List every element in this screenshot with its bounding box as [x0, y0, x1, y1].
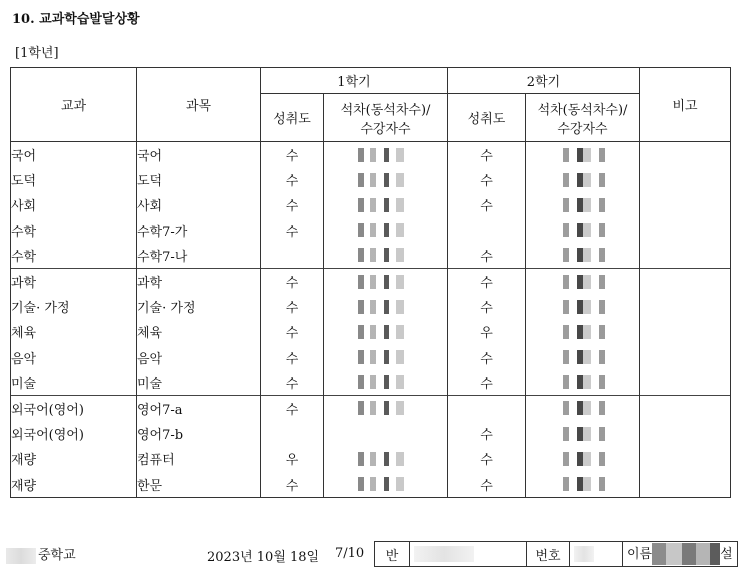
sem1-rank-cell	[324, 345, 448, 370]
year-label: [1학년]	[15, 46, 59, 61]
sem2-achievement-cell	[448, 395, 526, 421]
footer-school	[6, 544, 76, 564]
grade-row	[11, 142, 731, 168]
sem2-rank-cell	[526, 294, 640, 319]
redacted-rank	[555, 248, 611, 262]
redacted-name	[652, 543, 720, 565]
sem1-rank-cell	[324, 446, 448, 471]
redacted-rank	[358, 325, 414, 339]
redacted-rank	[358, 350, 414, 364]
header-semester-2: 2학기	[448, 68, 640, 94]
note-cell	[640, 192, 731, 217]
header-class: 교과	[11, 68, 137, 142]
subject-cell: 도덕	[137, 167, 261, 192]
subject-cell: 기술· 가정	[137, 294, 261, 319]
page-number: 7/10	[335, 546, 365, 561]
grade-row	[11, 243, 731, 269]
sem1-achievement-cell: 수	[261, 345, 324, 370]
class-label: 반	[375, 542, 410, 567]
note-cell	[640, 167, 731, 192]
header-rank-line2: 수강자수	[360, 121, 411, 137]
class-cell: 국어	[11, 142, 137, 168]
sem1-achievement-cell: 수	[261, 370, 324, 396]
redacted-rank	[555, 401, 611, 415]
subject-cell: 영어7-b	[137, 421, 261, 446]
sem1-achievement-cell: 수	[261, 395, 324, 421]
note-cell	[640, 370, 731, 396]
redacted-rank	[358, 198, 414, 212]
note-cell	[640, 471, 731, 497]
grade-row	[11, 319, 731, 344]
sem1-achievement-cell: 수	[261, 142, 324, 168]
redacted-rank	[555, 375, 611, 389]
header-subject: 과목	[137, 68, 261, 142]
redacted-rank	[555, 198, 611, 212]
redacted-rank	[358, 173, 414, 187]
grade-row	[11, 167, 731, 192]
sem1-rank-cell	[324, 268, 448, 294]
redacted-rank	[358, 300, 414, 314]
sem1-achievement-cell: 수	[261, 471, 324, 497]
subject-cell: 수학7-가	[137, 218, 261, 243]
class-cell: 체육	[11, 319, 137, 344]
grade-row	[11, 370, 731, 396]
name-label: 이름	[627, 546, 653, 562]
note-cell	[640, 218, 731, 243]
student-info-table	[374, 541, 738, 567]
sem2-rank-cell	[526, 142, 640, 168]
sem1-achievement-cell: 수	[261, 167, 324, 192]
subject-cell: 한문	[137, 471, 261, 497]
header-rank-line1: 석차(동석차수)/	[537, 102, 628, 118]
sem1-rank-cell	[324, 294, 448, 319]
sem1-rank-cell	[324, 370, 448, 396]
redacted-rank	[358, 401, 414, 415]
header-rank-line1: 석차(동석차수)/	[340, 102, 431, 118]
class-value	[410, 542, 527, 567]
header-rank-1	[324, 94, 448, 142]
redacted-rank	[358, 223, 414, 237]
subject-cell: 음악	[137, 345, 261, 370]
note-cell	[640, 142, 731, 168]
sem2-rank-cell	[526, 421, 640, 446]
sem1-achievement-cell: 우	[261, 446, 324, 471]
sem1-rank-cell	[324, 167, 448, 192]
sem1-achievement-cell	[261, 421, 324, 446]
note-cell	[640, 446, 731, 471]
sem2-achievement-cell: 수	[448, 192, 526, 217]
sem2-achievement-cell	[448, 218, 526, 243]
sem1-achievement-cell: 수	[261, 218, 324, 243]
sem2-rank-cell	[526, 345, 640, 370]
sem2-achievement-cell: 수	[448, 446, 526, 471]
header-rank-2	[526, 94, 640, 142]
redacted-rank	[358, 275, 414, 289]
redacted-rank	[555, 325, 611, 339]
header-achievement-2: 성취도	[448, 94, 526, 142]
class-cell: 기술· 가정	[11, 294, 137, 319]
class-cell: 수학	[11, 218, 137, 243]
sem1-rank-cell	[324, 471, 448, 497]
sem1-rank-cell	[324, 142, 448, 168]
redacted-rank	[358, 248, 414, 262]
sem2-rank-cell	[526, 446, 640, 471]
class-cell: 재량	[11, 471, 137, 497]
sem1-achievement-cell	[261, 243, 324, 269]
sem1-rank-cell	[324, 395, 448, 421]
sem2-achievement-cell: 수	[448, 294, 526, 319]
name-cell	[623, 542, 738, 567]
sem2-achievement-cell: 수	[448, 421, 526, 446]
sem2-rank-cell	[526, 395, 640, 421]
sem2-rank-cell	[526, 243, 640, 269]
print-date: 2023년 10월 18일	[207, 550, 320, 565]
grade-row	[11, 421, 731, 446]
subject-cell: 체육	[137, 319, 261, 344]
class-cell: 외국어(영어)	[11, 395, 137, 421]
sem2-achievement-cell: 우	[448, 319, 526, 344]
redacted-rank	[358, 375, 414, 389]
grade-row	[11, 192, 731, 217]
sem2-achievement-cell: 수	[448, 268, 526, 294]
school-suffix: 중학교	[38, 548, 76, 563]
subject-cell: 과학	[137, 268, 261, 294]
class-cell: 도덕	[11, 167, 137, 192]
sem2-achievement-cell: 수	[448, 243, 526, 269]
note-cell	[640, 345, 731, 370]
sem2-rank-cell	[526, 370, 640, 396]
header-note: 비고	[640, 68, 731, 142]
grade-row	[11, 446, 731, 471]
sem1-rank-cell	[324, 243, 448, 269]
grade-row	[11, 471, 731, 497]
redacted-number	[574, 546, 594, 562]
redacted-rank	[358, 477, 414, 491]
redacted-rank	[555, 223, 611, 237]
class-cell: 수학	[11, 243, 137, 269]
class-cell: 재량	[11, 446, 137, 471]
sem1-rank-cell	[324, 319, 448, 344]
sem1-achievement-cell: 수	[261, 294, 324, 319]
note-cell	[640, 319, 731, 344]
grade-row	[11, 395, 731, 421]
grade-row	[11, 345, 731, 370]
grade-row	[11, 294, 731, 319]
note-cell	[640, 268, 731, 294]
note-cell	[640, 294, 731, 319]
redacted-class	[414, 546, 474, 562]
sem2-achievement-cell: 수	[448, 471, 526, 497]
header-semester-1: 1학기	[261, 68, 448, 94]
sem1-rank-cell	[324, 192, 448, 217]
subject-cell: 사회	[137, 192, 261, 217]
note-cell	[640, 421, 731, 446]
sem1-achievement-cell: 수	[261, 268, 324, 294]
class-cell: 사회	[11, 192, 137, 217]
sem2-rank-cell	[526, 218, 640, 243]
sem2-rank-cell	[526, 192, 640, 217]
note-cell	[640, 243, 731, 269]
class-cell: 음악	[11, 345, 137, 370]
redacted-rank	[555, 477, 611, 491]
number-value	[570, 542, 623, 567]
sem2-achievement-cell: 수	[448, 142, 526, 168]
subject-cell: 컴퓨터	[137, 446, 261, 471]
redacted-rank	[555, 173, 611, 187]
sem2-rank-cell	[526, 167, 640, 192]
section-title: 10. 교과학습발달상황	[12, 12, 140, 27]
sem1-achievement-cell: 수	[261, 192, 324, 217]
redacted-rank	[555, 427, 611, 441]
redacted-rank	[555, 350, 611, 364]
redacted-rank	[555, 275, 611, 289]
sem1-rank-cell	[324, 218, 448, 243]
subject-cell: 영어7-a	[137, 395, 261, 421]
class-cell: 미술	[11, 370, 137, 396]
number-label: 번호	[527, 542, 570, 567]
redacted-rank	[358, 452, 414, 466]
sem2-rank-cell	[526, 471, 640, 497]
subject-cell: 국어	[137, 142, 261, 168]
redacted-school-name	[6, 548, 36, 564]
redacted-rank	[358, 148, 414, 162]
grade-row	[11, 268, 731, 294]
header-achievement-1: 성취도	[261, 94, 324, 142]
redacted-rank	[555, 300, 611, 314]
subject-cell: 수학7-나	[137, 243, 261, 269]
note-cell	[640, 395, 731, 421]
subject-cell: 미술	[137, 370, 261, 396]
sem1-achievement-cell: 수	[261, 319, 324, 344]
class-cell: 외국어(영어)	[11, 421, 137, 446]
sem1-rank-cell	[324, 421, 448, 446]
sem2-rank-cell	[526, 319, 640, 344]
redacted-rank	[555, 148, 611, 162]
grade-row	[11, 218, 731, 243]
sem2-rank-cell	[526, 268, 640, 294]
sem2-achievement-cell: 수	[448, 370, 526, 396]
redacted-rank	[555, 452, 611, 466]
grades-table	[10, 67, 731, 498]
name-suffix: 설	[720, 546, 733, 562]
sem2-achievement-cell: 수	[448, 345, 526, 370]
class-cell: 과학	[11, 268, 137, 294]
sem2-achievement-cell: 수	[448, 167, 526, 192]
header-rank-line2: 수강자수	[557, 121, 608, 137]
